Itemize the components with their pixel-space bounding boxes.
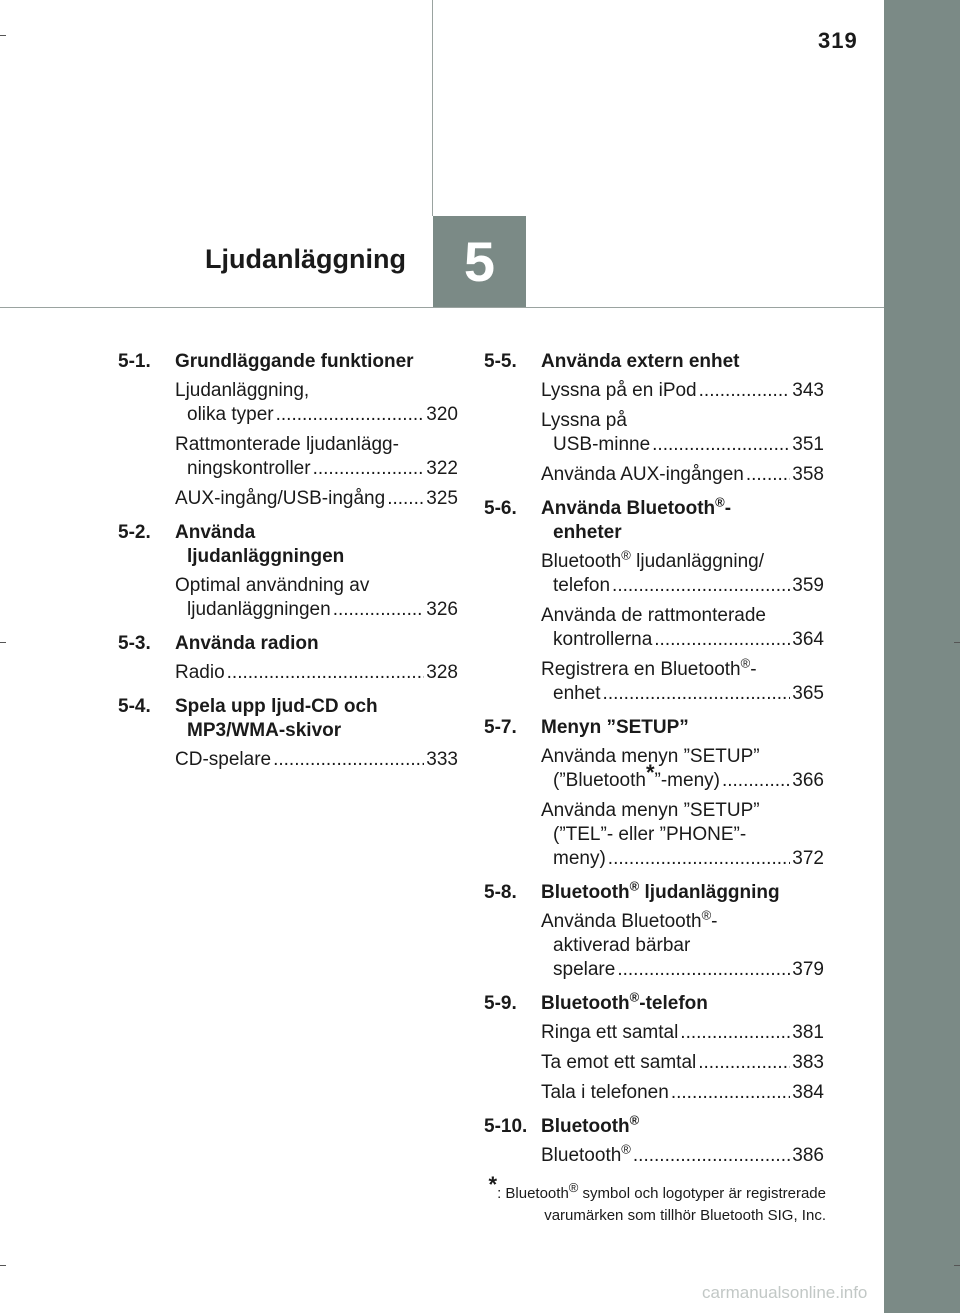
- section-title: Grundläggande funktioner: [175, 351, 414, 372]
- toc-entry[interactable]: Använda menyn ”SETUP” (”Bluetooth*”-meny) ..... 366: [541, 745, 824, 793]
- toc-entry[interactable]: Använda menyn ”SETUP” (”TEL”- eller ”PHONE”- meny) ..... 372: [541, 799, 824, 871]
- crop-mark: [0, 35, 6, 36]
- dot-leader: [654, 628, 790, 652]
- dot-leader: [608, 847, 791, 871]
- entry-page: 320: [426, 404, 458, 425]
- toc-section-5-2: [118, 521, 458, 622]
- toc-entry[interactable]: Radio ..... 328: [175, 661, 458, 685]
- section-title: Spela upp ljud-CD och MP3/WMA-skivor: [175, 696, 378, 741]
- toc-entry[interactable]: Ta emot ett samtal ..... 383: [541, 1051, 824, 1075]
- section-title: Bluetooth®: [541, 1112, 640, 1137]
- toc-section-5-1: [118, 350, 458, 511]
- registered-mark: ®: [715, 494, 725, 510]
- section-number: 5-3.: [118, 633, 151, 654]
- section-heading: [118, 632, 458, 656]
- chapter-title: Ljudanläggning: [205, 244, 406, 274]
- section-heading: [484, 716, 824, 740]
- dot-leader: [612, 574, 790, 598]
- section-title: Menyn ”SETUP”: [541, 717, 689, 738]
- toc-entry[interactable]: Optimal användning av ljudanläggningen ..... 326: [175, 574, 458, 622]
- crop-mark: [954, 642, 960, 643]
- chapter-number: 5: [463, 230, 496, 293]
- dot-leader: [699, 379, 791, 403]
- dot-leader: [722, 769, 790, 793]
- toc-entry[interactable]: CD-spelare ..... 333: [175, 748, 458, 772]
- toc-section-5-10: [484, 1112, 824, 1168]
- section-heading: [118, 695, 458, 743]
- page-number: 319: [818, 28, 858, 53]
- toc-section-5-9: [484, 989, 824, 1105]
- registered-mark: ®: [621, 547, 631, 563]
- crop-mark: [0, 1265, 6, 1266]
- asterisk-mark: *: [645, 760, 655, 785]
- toc-section-5-8: [484, 878, 824, 982]
- entry-page: 384: [792, 1082, 824, 1103]
- chapter-number-tab: [433, 216, 526, 307]
- entry-page: 364: [792, 629, 824, 650]
- section-title: Använda ljudanläggningen: [175, 522, 345, 567]
- entry-page: 366: [792, 770, 824, 791]
- toc-entry[interactable]: Ljudanläggning, olika typer ..... 320: [175, 379, 458, 427]
- toc-section-5-3: [118, 632, 458, 685]
- header-vertical-rule: [432, 0, 433, 216]
- entry-page: 365: [792, 683, 824, 704]
- section-number: 5-10.: [484, 1116, 528, 1137]
- toc-section-5-4: [118, 695, 458, 772]
- toc-entry[interactable]: Bluetooth® ..... 386: [541, 1144, 824, 1168]
- registered-mark: ®: [629, 989, 640, 1005]
- dot-leader: [680, 1021, 790, 1045]
- section-number: 5-2.: [118, 522, 151, 543]
- entry-page: 358: [792, 464, 824, 485]
- dot-leader: [276, 403, 425, 427]
- entry-page: 372: [792, 848, 824, 869]
- toc-section-5-6: [484, 494, 824, 706]
- entry-page: 343: [792, 380, 824, 401]
- entry-page: 386: [792, 1145, 824, 1166]
- dot-leader: [652, 433, 790, 457]
- section-heading: [484, 494, 824, 545]
- section-number: 5-4.: [118, 696, 151, 717]
- registered-mark: ®: [740, 655, 751, 671]
- crop-mark: [0, 642, 6, 643]
- entry-page: 325: [426, 488, 458, 509]
- section-title: Bluetooth®-telefon: [541, 989, 708, 1014]
- entry-page: 351: [792, 434, 824, 455]
- dot-leader: [333, 598, 425, 622]
- section-heading: [484, 989, 824, 1016]
- dot-leader: [746, 463, 790, 487]
- registered-mark: ®: [568, 1180, 579, 1195]
- section-number: 5-6.: [484, 498, 517, 519]
- section-title: Använda extern enhet: [541, 351, 740, 372]
- dot-leader: [617, 958, 790, 982]
- registered-mark: ®: [629, 1112, 640, 1128]
- entry-page: 328: [426, 662, 458, 683]
- toc-entry[interactable]: Lyssna på USB-minne ..... 351: [541, 409, 824, 457]
- toc-entry[interactable]: Rattmonterade ljudanlägg- ningskontroller ..... 322: [175, 433, 458, 481]
- entry-page: 383: [792, 1052, 824, 1073]
- section-title: Använda Bluetooth®- enheter: [541, 494, 732, 543]
- dot-leader: [698, 1051, 790, 1075]
- toc-entry[interactable]: Använda AUX-ingången ..... 358: [541, 463, 824, 487]
- chapter-side-strip: [884, 0, 960, 1313]
- section-heading: [484, 878, 824, 905]
- dot-leader: [603, 682, 791, 706]
- section-number: 5-5.: [484, 351, 517, 372]
- entry-page: 333: [426, 749, 458, 770]
- dot-leader: [227, 661, 425, 685]
- registered-mark: ®: [701, 907, 712, 923]
- asterisk-mark: *: [488, 1172, 498, 1197]
- section-number: 5-1.: [118, 351, 151, 372]
- dot-leader: [671, 1081, 790, 1105]
- footnote: *: Bluetooth® symbol och logotyper är registrerade varumärken som tillhör Bluetooth SIG, Inc.: [488, 1172, 826, 1224]
- toc-entry[interactable]: Lyssna på en iPod ..... 343: [541, 379, 824, 403]
- dot-leader: [633, 1144, 790, 1168]
- toc-left-column: [118, 350, 458, 782]
- toc-section-5-5: [484, 350, 824, 487]
- dot-leader: [387, 487, 424, 511]
- registered-mark: ®: [621, 1141, 631, 1157]
- toc-section-5-7: [484, 716, 824, 871]
- toc-entry[interactable]: Tala i telefonen ..... 384: [541, 1081, 824, 1105]
- dot-leader: [273, 748, 424, 772]
- section-heading: [484, 350, 824, 374]
- toc-entry[interactable]: Bluetooth® ljudanläggning/ telefon ..... 359: [541, 550, 824, 598]
- registered-mark: ®: [629, 878, 640, 894]
- entry-page: 322: [426, 458, 458, 479]
- section-number: 5-9.: [484, 993, 517, 1014]
- section-number: 5-7.: [484, 717, 517, 738]
- section-heading: [484, 1112, 824, 1139]
- entry-page: 326: [426, 599, 458, 620]
- toc-entry[interactable]: Använda de rattmonterade kontrollerna ..... 364: [541, 604, 824, 652]
- entry-page: 381: [792, 1022, 824, 1043]
- watermark: carmanualsonline.info: [702, 1283, 868, 1302]
- section-title: Bluetooth® ljudanläggning: [541, 878, 780, 903]
- section-title: Använda radion: [175, 633, 319, 654]
- toc-entry[interactable]: AUX-ingång/USB-ingång ..... 325: [175, 487, 458, 511]
- entry-page: 379: [792, 959, 824, 980]
- section-heading: [118, 350, 458, 374]
- toc-right-column: [484, 350, 824, 1178]
- toc-entry[interactable]: Ringa ett samtal ..... 381: [541, 1021, 824, 1045]
- toc-entry[interactable]: Använda Bluetooth®- aktiverad bärbar spelare ..... 379: [541, 910, 824, 982]
- header-horizontal-rule: [0, 307, 884, 308]
- section-heading: [118, 521, 458, 569]
- toc-entry[interactable]: Registrera en Bluetooth®- enhet ..... 365: [541, 658, 824, 706]
- section-number: 5-8.: [484, 882, 517, 903]
- crop-mark: [954, 1265, 960, 1266]
- dot-leader: [313, 457, 425, 481]
- entry-page: 359: [792, 575, 824, 596]
